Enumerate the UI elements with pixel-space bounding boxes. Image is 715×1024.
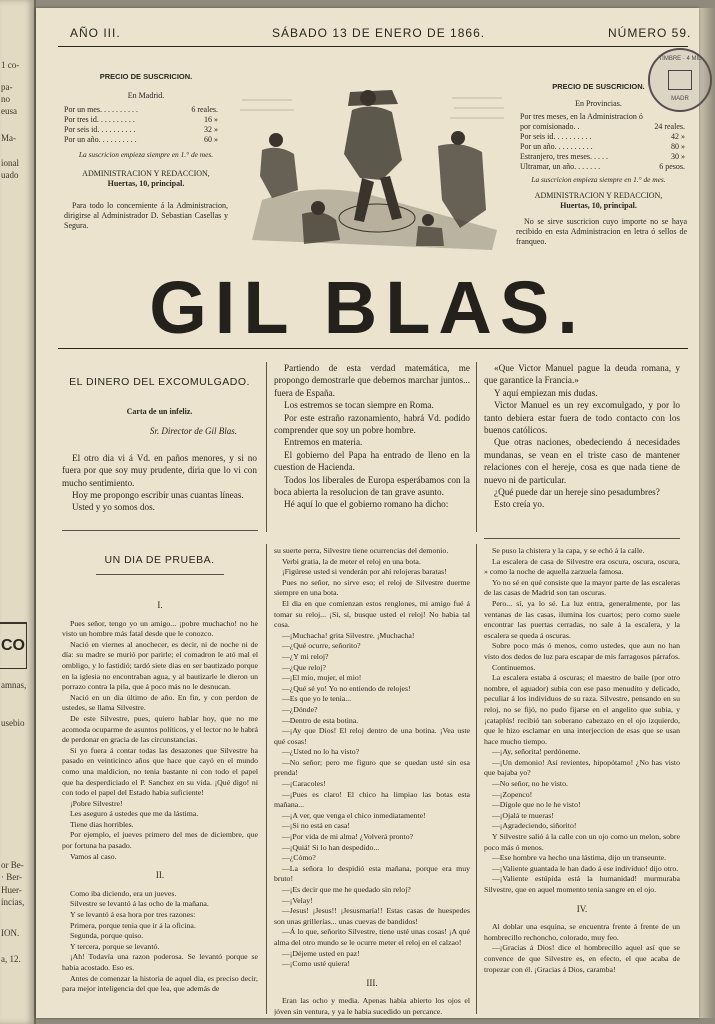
paragraph: —¿Qué ocurre, señorito? bbox=[282, 641, 361, 651]
paragraph: —¡Gracias á Dios! dice el hombrecillo aquel así que se convence de que Silvestre es, en efecto, el que acaba de tropezar con él. ¡Gracias á Dios, caramba! bbox=[484, 943, 680, 974]
paragraph: El dia en que comienzan estos renglones, mi amigo fué á tomar su reloj... ¡Si, sí, busque usted el reloj! No habia tal cosa. bbox=[274, 598, 470, 630]
paragraph: Antes de comenzar la historia de aquel dia, es preciso decir, para mejor inteligencia del que lea, que además de bbox=[62, 973, 258, 994]
chapter-numeral: II. bbox=[155, 870, 165, 881]
article1-col2 bbox=[274, 362, 470, 511]
paragraph: Que otras naciones, obedeciendo á necesidades mundanas, se vean en el triste caso de mantener relaciones con el hereje, cosa es que nada tiene de nuevo ni de particular. bbox=[484, 437, 680, 485]
left-price-note: La suscricion empieza siempre en 1.° de mes. bbox=[78, 150, 214, 159]
paragraph: Nació en un dia último de año. En fin, y con perdon de ustedes, se llama Silvestre. bbox=[62, 692, 258, 713]
chapter-numeral: III. bbox=[366, 977, 378, 988]
title-rule bbox=[58, 348, 688, 349]
paragraph: Por este estraño razonamiento, habrá Vd. podido comprender que soy un pobre hombre. bbox=[274, 412, 470, 436]
issue-number: NÚMERO 59. bbox=[608, 26, 692, 40]
paragraph: —¡Valiente estúpida está la humanidad! murmuraba Silvestre, que en aquel momento tenia sangre en el ojo. bbox=[484, 874, 680, 894]
article1-col1 bbox=[62, 406, 257, 514]
paragraph: ¡Pobre Silvestre! bbox=[70, 798, 123, 808]
right-price-note: La suscricion empieza siempre en 1.° de mes. bbox=[531, 175, 666, 184]
paragraph: Como iba diciendo, era un jueves. bbox=[70, 888, 177, 898]
left-price-row: Por seis id. . . . . . . . . . 32 » bbox=[64, 125, 218, 134]
paragraph: Entremos en materia. bbox=[284, 437, 363, 448]
paragraph: Al doblar una esquina, se encuentra frente á frente de un hombrecillo rechoncho, colorado, muy feo. bbox=[484, 922, 680, 942]
prev-fragment: · Ber- bbox=[1, 872, 23, 882]
right-admin-heading: ADMINISTRACION Y REDACCION, bbox=[534, 191, 663, 200]
paragraph: —¡Caracoles! bbox=[282, 779, 326, 789]
paragraph: —Ese hombre va hecho una lástima, dijo un transeunte. bbox=[492, 853, 667, 863]
letter-subtitle: Carta de un infeliz. bbox=[126, 407, 193, 416]
paragraph: —La señora lo despidió esta mañana, porque era muy bruto! bbox=[274, 863, 470, 884]
prev-fragment: pa- bbox=[1, 82, 13, 92]
paragraph: Continuemos. bbox=[492, 662, 536, 672]
paragraph: —¡Zopenco! bbox=[492, 789, 533, 799]
paragraph: —¡Quiá! Si lo han despedido... bbox=[282, 842, 380, 852]
paragraph: Y se levantó á esa hora por tres razones: bbox=[70, 910, 196, 920]
right-admin-address: Huertas, 10, principal. bbox=[560, 201, 637, 210]
paragraph: Los estremos se tocan siempre en Roma. bbox=[284, 400, 434, 411]
right-price-row: Por tres meses, en la Administracion ó por comisionado. . 24 reales. bbox=[520, 112, 685, 131]
prev-fragment: or Be- bbox=[1, 860, 24, 870]
prev-fragment: íncias, bbox=[1, 897, 25, 907]
paragraph: —No señor, no he visto. bbox=[492, 779, 568, 789]
paragraph: Usted y yo somos dos. bbox=[72, 502, 155, 513]
prev-fragment: a, 12. bbox=[1, 954, 21, 964]
paragraph: —Á lo que, señorito Silvestre, tiene usté unas cosas! ¡A qué alma del otro mundo se le ocurre meter el reloj en el calzao! bbox=[274, 927, 470, 947]
issue-date: SÁBADO 13 DE ENERO DE 1866. bbox=[272, 26, 486, 40]
paragraph: Vamos al caso. bbox=[70, 851, 117, 861]
previous-page-strip bbox=[0, 0, 36, 1024]
paragraph: El gobierno del Papa ha entrado de lleno en la cuestion de Hacienda. bbox=[274, 449, 470, 473]
paragraph: —¡Muchacha! grita Silvestre. ¡Muchacha! bbox=[282, 630, 415, 640]
paragraph: —¡Déjeme usted en paz! bbox=[282, 948, 360, 958]
paragraph: Y aquí empiezan mis dudas. bbox=[494, 387, 598, 398]
prev-fragment: no bbox=[1, 94, 10, 104]
paragraph: Nació en viernes al anochecer, es decir, ni de noche ni de día: su madre se murió por parirle; el comadron le ató mal el ombligo, y lo fastidió; tardó siete dias en ser bautizado porque en la iglesia no encontraban agua, y al bautizarle le dieron un porrazo contra la pila, que á poco más no le desnucan. bbox=[62, 639, 258, 692]
postage-stamp bbox=[648, 48, 712, 112]
paragraph: «Que Victor Manuel pague la deuda romana, y que garantice la Francia.» bbox=[484, 363, 680, 386]
column-divider bbox=[266, 362, 267, 532]
stamp-text-bottom: MADR bbox=[671, 96, 689, 102]
prev-fragment: uado bbox=[1, 170, 19, 180]
section-rule bbox=[484, 538, 680, 539]
prev-fragment: Huer- bbox=[1, 885, 22, 895]
paragraph: ¿Qué puede dar un hereje sino pesadumbres? bbox=[494, 487, 660, 498]
left-price-row: Por tres id. . . . . . . . . . 16 » bbox=[64, 115, 218, 124]
header-rule bbox=[58, 46, 688, 47]
paragraph: —No señor; pero me figuro que se quedan usté sin esa prenda! bbox=[274, 757, 470, 778]
chapter-numeral: I. bbox=[157, 600, 163, 610]
paragraph: —¿Qué sé yo! Yo no entiendo de relojes! bbox=[282, 683, 411, 693]
paragraph: Tiene dias horribles. bbox=[70, 819, 134, 829]
paragraph: —¡Un demonio! Así revientes, hipopótamo! ¿No has visto que bajaba yo? bbox=[484, 757, 680, 778]
column-divider bbox=[266, 544, 267, 1014]
paragraph: —¿Que reloj? bbox=[282, 662, 326, 672]
column-divider bbox=[476, 544, 477, 1014]
left-admin-heading: ADMINISTRACION Y REDACCION, bbox=[82, 169, 210, 178]
paragraph: Pues señor, tengo yo un amigo... ¡pobre muchacho! no he visto un hombre más fatal desde que le conozco. bbox=[62, 618, 258, 639]
paragraph: De este Silvestre, pues, quiero hablar hoy, que no me acomoda ocuparme de asuntos políticos, y el lector no le habrá de perdonar en gracia de las circunstancias. bbox=[62, 713, 258, 745]
prev-box-label: CO bbox=[0, 622, 27, 669]
prev-fragment: eusa bbox=[1, 106, 17, 116]
left-price-row: Por un mes. . . . . . . . . . 6 reales. bbox=[64, 105, 218, 114]
newspaper-page bbox=[36, 8, 702, 1018]
right-price-row: Por seis id. . . . . . . . . . 42 » bbox=[520, 132, 685, 141]
paragraph: Por ejemplo, el jueves primero del mes de diciembre, que por fortuna ha pasado. bbox=[62, 830, 258, 851]
paragraph: —¿Cómo? bbox=[282, 853, 316, 863]
paragraph: —¡Ay que Dios! El reloj dentro de una botina. ¡Vea uste qué cosas! bbox=[274, 726, 470, 746]
left-price-row: Por un año. . . . . . . . . . 60 » bbox=[64, 135, 218, 144]
paragraph: La escalera de casa de Silvestre era oscura, oscura, oscura, » como la noche de aquella zarzuela famosa. bbox=[484, 556, 680, 577]
paragraph: —¡Ay, señorita! perdóneme. bbox=[492, 747, 581, 757]
right-price-row: Estranjero, tres meses. . . . . 30 » bbox=[520, 152, 685, 161]
paragraph: —¡Por vida de mi alma! ¿Volverá pronto? bbox=[282, 832, 414, 842]
paragraph: Todos los liberales de Europa esperábamos con la boca abierta la resolucion de tan grave asunto. bbox=[274, 474, 470, 498]
paragraph: Y Silvestre salió á la calle con un ojo como un melon, sobre poco más ó menos. bbox=[484, 832, 680, 852]
paragraph: —¡Si no está en casa! bbox=[282, 821, 350, 831]
prev-fragment: amnas, bbox=[1, 680, 27, 690]
paragraph: —¡Como usté quiera! bbox=[282, 959, 350, 969]
article-heading: UN DIA DE PRUEBA. bbox=[104, 554, 215, 566]
chapter-numeral: IV. bbox=[576, 903, 588, 914]
left-admin-info: Para todo lo concerniente á la Administracion, dirigirse al Administrador D. Sebastian Casellas y Segura. bbox=[64, 201, 228, 230]
prev-fragment: ional bbox=[1, 158, 19, 168]
paragraph: Sobre poco más ó menos, como ustedes, que aun no han visto dos dedos de luz para escapar de mis farragosos párrafos. bbox=[484, 641, 680, 661]
stamp-text-top: TIMBRE · 4 MIL bbox=[658, 56, 702, 62]
paragraph: Yo no sé en qué consiste que la mayor parte de las escaleras de las casas de Madrid son tan oscuras. bbox=[484, 577, 680, 598]
prev-fragment: Ma- bbox=[1, 133, 16, 143]
paragraph: —¡El mio, mujer, el mio! bbox=[282, 673, 362, 683]
paragraph: Silvestre se levantó á las ocho de la mañana. bbox=[70, 899, 209, 909]
paragraph: —¿Usted no lo ha visto? bbox=[282, 747, 360, 757]
newspaper-title: GIL BLAS. bbox=[149, 266, 586, 349]
issue-year: AÑO III. bbox=[70, 26, 121, 40]
paragraph: —Dígole que no le he visto! bbox=[492, 800, 581, 810]
paragraph: Pues no señor, no sirve eso; el reloj de Silvestre duerme siempre en una bota. bbox=[274, 577, 470, 598]
letter-salutation: Sr. Director de Gil Blas. bbox=[149, 426, 237, 437]
article2-col1 bbox=[62, 592, 258, 1016]
paragraph: Les aseguro á ustedes que me da lástima. bbox=[70, 809, 199, 819]
prev-fragment: ION. bbox=[1, 928, 20, 938]
left-subscription-box bbox=[56, 72, 236, 231]
right-price-heading: PRECIO DE SUSCRICION. bbox=[552, 82, 645, 91]
right-price-row: Ultramar, un año. . . . . . . 6 pesos. bbox=[520, 162, 685, 171]
page-edge bbox=[699, 8, 715, 1018]
paragraph: —¡Es decir que me he quedado sin reloj? bbox=[282, 885, 411, 894]
prev-fragment: 1 co- bbox=[1, 60, 20, 70]
article2-col2 bbox=[274, 546, 470, 1016]
prev-fragment: usebio bbox=[1, 718, 25, 728]
left-admin-address: Huertas, 10, principal. bbox=[107, 179, 185, 188]
article1-col3 bbox=[484, 362, 680, 511]
paragraph: El otro dia vi á Vd. en paños menores, y si no fuera por que soy muy prudente, diria que lo vi con mucho sentimiento. bbox=[62, 452, 257, 488]
paragraph: Pero... sí, ya lo sé. La luz entra, generalmente, por las ventanas de las casas, ilumina los cuartos; pero como suele encontrar las puertas cerradas, no sale á la escalera, y la escalera se queda á oscuras. bbox=[484, 598, 680, 640]
left-price-city: En Madrid. bbox=[127, 91, 165, 100]
paragraph: —Es que yo le tenia... bbox=[282, 694, 352, 704]
column-divider bbox=[476, 362, 477, 532]
paragraph: ¡Ah! Todavía una razon poderosa. Se levantó porque se habia acostado. Eso es. bbox=[62, 952, 258, 972]
heading-underline bbox=[96, 574, 224, 575]
paragraph: —¡Pues es claro! El chico ha limpiao las botas esta mañana... bbox=[274, 789, 470, 810]
paragraph: —¡Agradeciendo, siñorito! bbox=[492, 821, 577, 831]
paragraph: La escalera estaba á oscuras; el maestro de baile (por otro nombre, el aguador) subia con ese paso menudito y delicado, peculiar á los individuos de su raza. Silvestre, pensando en su reloj, no se fijó, no pudo fijarse en el angelito que subia, y ¡cataplús! recibió tan soberano cabezazo en el ojo izquierdo, que le hizo esclamar en una interjeccion de esas que se usan hace mucho tiempo. bbox=[484, 673, 680, 746]
paragraph: Eran las ocho y media. Apenas habia abierto los ojos el jóven sin ventura, y ya le habia sucedido un percance. bbox=[274, 996, 470, 1016]
paragraph: Verbi gratia, la de meter el reloj en una bota. bbox=[282, 556, 421, 566]
engraving-illustration bbox=[232, 80, 510, 258]
paragraph: Segunda, porque quiso. bbox=[70, 931, 144, 941]
stamp-crest-icon bbox=[668, 70, 692, 90]
paragraph: —¡Velay! bbox=[282, 895, 313, 905]
paragraph: Esto creía yo. bbox=[494, 499, 545, 510]
left-price-heading: PRECIO DE SUSCRICION. bbox=[99, 72, 193, 81]
paragraph: Hé aquí lo que el gobierno romano ha dicho: bbox=[284, 499, 449, 510]
paragraph: —¿Dónde? bbox=[282, 704, 318, 714]
article2-col3 bbox=[484, 546, 680, 1016]
right-price-city: En Provincias. bbox=[575, 99, 622, 108]
paragraph: Se puso la chistera y la capa, y se echó á la calle. bbox=[492, 546, 645, 555]
right-admin-info: No se sirve suscricion cuyo importe no se haya recibido en esta Administracion en letra ó sellos de franqueo. bbox=[516, 217, 687, 246]
paragraph: Hoy me propongo escribir unas cuantas líneas. bbox=[72, 490, 244, 501]
paragraph: su suerte perra, Silvestre tiene ocurrencias del demonio. bbox=[274, 546, 449, 555]
right-price-row: Por un año. . . . . . . . . . 80 » bbox=[520, 142, 685, 151]
paragraph: Primera, porque tenia que ir á la oficina. bbox=[70, 920, 196, 930]
paragraph: —Jesus! ¡Jesus!! ¡Jesusmaría!! Estas casas de huespedes son unas grillerías... unas cuevas de bandidos! bbox=[274, 906, 470, 926]
paragraph: Si yo fuera á contar todas las desazones que Silvestre ha pasado en veinticinco años que hace que cayó en el mundo como una maldicion, no tenia bastante ni con todo el papel que ha desperdiciado el P. Sanchez en su vida. ¡Qué digo! ni con todo el papel del Estado habia suficiente! bbox=[62, 745, 258, 798]
section-rule bbox=[62, 530, 258, 531]
paragraph: Y tercera, porque se levantó. bbox=[70, 941, 160, 951]
paragraph: ¡Figúrese usted si venderán por ahí relojeras baratas! bbox=[282, 567, 447, 577]
paragraph: Partiendo de esta verdad matemática, me propongo demostrarle que debemos marchar juntos... fuera de España. bbox=[274, 363, 470, 398]
paragraph: Victor Manuel es un rey excomulgado, y por lo tanto debiera estar fuera de todo contacto con los buenos católicos. bbox=[484, 400, 680, 436]
article-heading: EL DINERO DEL EXCOMULGADO. bbox=[69, 376, 250, 388]
paragraph: —Dentro de esta botina. bbox=[282, 715, 359, 725]
paragraph: —¡A ver, que venga el chico inmediatamente! bbox=[282, 810, 426, 820]
paragraph: —¡Valiente guantada le han dado á ese individuo! dijo otro. bbox=[492, 863, 679, 873]
paragraph: —¡Ojalá te mueras! bbox=[492, 810, 554, 820]
paragraph: —¿Y mi reloj? bbox=[282, 651, 329, 661]
